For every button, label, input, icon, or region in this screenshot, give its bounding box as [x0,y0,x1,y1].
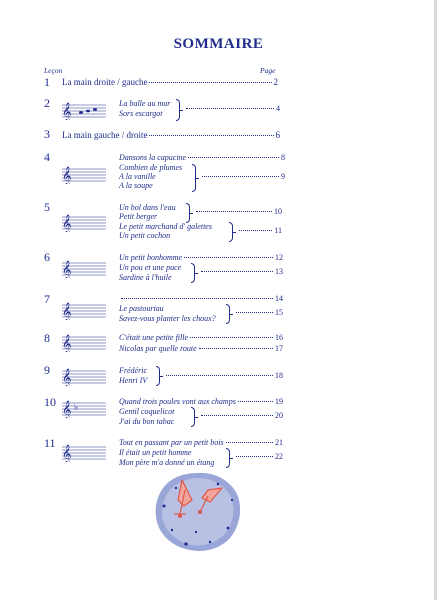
brace-icon [176,99,180,121]
toc-entry-page: 17 [275,344,283,353]
toc-entry-title: Mon père m'a donné un étang [119,458,215,467]
toc-entry-title: La main droite / gauche [62,77,148,87]
toc-entry-title: Combien de plumes [119,163,183,172]
page-column-header: Page [260,66,276,75]
toc-entry-title: Il était un petit homme [119,448,192,457]
dot-leader [149,82,271,83]
music-staff [62,368,106,386]
toc-entry-page: 11 [274,226,282,235]
toc-entry-title: Petit berger [119,212,158,221]
toc-entry-page-row[interactable] [199,267,283,277]
toc-entry-title: Gentil coquelicot [119,407,175,416]
toc-entry-page: 16 [275,333,283,342]
dot-leader [121,298,273,299]
treble-clef-icon: 𝄞 [62,262,72,278]
dot-leader [239,230,272,231]
toc-entry[interactable] [119,253,283,263]
toc-entry-title: Un petit cochon [119,231,171,240]
toc-entry-page: 8 [281,153,285,162]
toc-entry-title: Sardine à l'huile [119,273,172,282]
dot-leader [149,135,273,136]
lesson-column-header: Leçon [44,66,63,75]
toc-entry-page-row[interactable] [194,207,282,217]
toc-entry-page-row[interactable] [199,411,283,421]
toc-entry-page: 18 [275,371,283,380]
toc-entry[interactable] [119,99,179,109]
toc-entry-page: 12 [275,253,283,262]
toc-entry[interactable] [119,153,285,163]
toc-entry-title: C'était une petite fille [119,333,189,342]
toc-entry[interactable] [62,130,280,140]
toc-entry-page: 9 [281,172,285,181]
toc-entry-title: Tout en passant par un petit bois [119,438,224,447]
toc-entry[interactable] [119,304,229,314]
toc-entry-page: 20 [275,411,283,420]
lesson-number-7: 7 [44,292,50,306]
treble-clef-icon: 𝄞 [62,304,72,320]
toc-entry[interactable] [119,407,191,417]
flat-sign-icon: ♭ [74,402,79,412]
compass-emblem-icon [152,470,244,554]
toc-entry[interactable] [119,333,283,343]
dot-leader [202,176,279,177]
toc-entry-page: 15 [275,308,283,317]
lesson-number-2: 2 [44,96,50,110]
toc-entry-title: Un pou et une puce [119,263,182,272]
treble-clef-icon: 𝄞 [62,168,72,184]
toc-entry[interactable] [119,231,231,241]
music-staff [62,214,106,232]
note-icon [86,110,90,113]
toc-entry[interactable] [119,376,159,386]
toc-entry[interactable] [119,458,227,468]
dot-leader [190,337,273,338]
toc-entry-title: Un bol dans l'eau [119,203,176,212]
lesson-number-6: 6 [44,250,50,264]
toc-entry-title: La balle au mur [119,99,171,108]
toc-entry-title: Savez-vous planter les choux? [119,314,216,323]
dot-leader [238,401,273,402]
toc-entry[interactable] [119,181,195,191]
toc-entry[interactable] [119,294,283,304]
toc-entry-page: 19 [275,397,283,406]
lesson-number-11: 11 [44,436,56,450]
toc-entry[interactable] [119,314,229,324]
toc-entry-page: 10 [274,207,282,216]
toc-entry[interactable] [119,448,227,458]
toc-entry-title: J'ai du bon tabac [119,417,175,426]
dot-leader [166,375,273,376]
toc-entry[interactable] [119,366,159,376]
dot-leader [236,312,273,313]
brace-icon [226,448,230,468]
treble-clef-icon: 𝄞 [62,402,72,418]
brace-icon [226,304,230,324]
toc-entry-page-row[interactable] [237,226,282,236]
brace-icon [156,366,160,386]
lesson-number-10: 10 [44,395,56,409]
toc-entry-title: Sors escargot [119,109,163,118]
toc-entry[interactable] [119,438,283,448]
toc-entry-page-row[interactable] [234,308,283,318]
treble-clef-icon: 𝄞 [62,370,72,386]
music-staff [62,166,106,184]
toc-entry-page: 4 [276,104,280,113]
dot-leader [196,211,272,212]
lesson-number-3: 3 [44,127,50,141]
lesson-number-5: 5 [44,200,50,214]
treble-clef-icon: 𝄞 [62,104,72,120]
toc-entry-title: Quand trois poules vont aux champs [119,397,236,406]
toc-entry-page: 14 [275,294,283,303]
brace-icon [186,203,190,223]
toc-entry-title: Le pastouriau [119,304,164,313]
music-staff [62,334,106,352]
music-staff [62,444,106,462]
dot-leader [201,415,273,416]
toc-entry-page: 2 [273,77,278,87]
toc-entry[interactable] [119,417,191,427]
dot-leader [184,257,273,258]
toc-entry[interactable] [119,263,191,273]
toc-entry-page-row[interactable] [164,371,283,381]
lesson-number-9: 9 [44,363,50,377]
lesson-number-1: 1 [44,75,50,89]
note-icon [79,111,83,114]
toc-entry-page: 13 [275,267,283,276]
music-staff [62,260,106,278]
toc-entry[interactable] [119,273,191,283]
toc-entry[interactable] [119,212,189,222]
page-title: SOMMAIRE [173,36,264,52]
toc-entry-page: 21 [275,438,283,447]
toc-entry[interactable] [119,397,283,407]
music-staff [62,400,106,418]
toc-entry-title: Henri IV [119,376,148,385]
toc-entry-title: La main gauche / droite [62,130,148,140]
toc-entry-title: Un petit bonhomme [119,253,183,262]
brace-icon [192,164,196,192]
toc-entry-title: Frédéric [119,366,147,375]
dot-leader [199,348,273,349]
toc-entry-title: A la vanille [119,172,156,181]
brace-icon [191,263,195,283]
toc-entry-title: Dansons la capucine [119,153,187,162]
treble-clef-icon: 𝄞 [62,216,72,232]
treble-clef-icon: 𝄞 [62,336,72,352]
brace-icon [229,222,233,242]
toc-entry-title: Nicolas par quelle route [119,344,197,353]
dot-leader [236,456,273,457]
toc-entry-title: Le petit marchand d' galettes [119,222,212,231]
lesson-number-8: 8 [44,331,50,345]
toc-entry-page-row[interactable] [234,452,283,462]
brace-icon [191,407,195,427]
treble-clef-icon: 𝄞 [62,446,72,462]
lesson-number-4: 4 [44,150,50,164]
toc-entry[interactable] [119,109,179,119]
toc-entry[interactable] [119,344,283,354]
dot-leader [188,157,279,158]
dot-leader [201,271,273,272]
music-staff [62,302,106,320]
toc-entry-page-row[interactable] [184,104,280,114]
toc-entry[interactable] [62,77,278,87]
toc-entry-page: 6 [275,130,280,140]
dot-leader [226,442,273,443]
toc-entry-title: A la soupe [119,181,153,190]
toc-entry-page-row[interactable] [200,172,285,182]
toc-entry-page: 22 [275,452,283,461]
note-icon [93,108,97,111]
dot-leader [186,108,274,109]
music-staff [62,102,106,120]
